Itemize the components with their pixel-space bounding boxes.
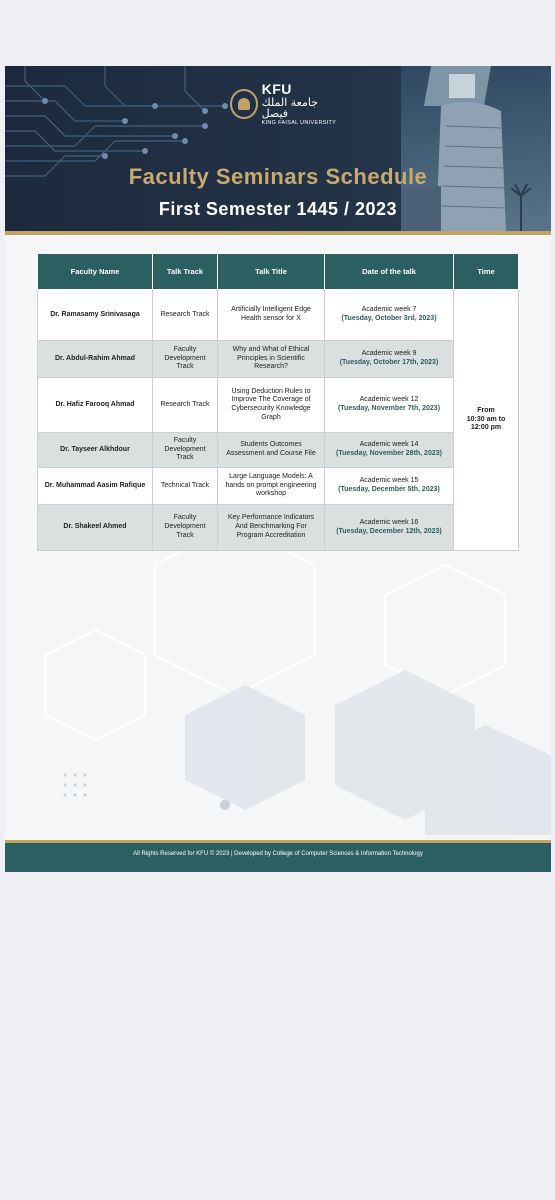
table-row xyxy=(38,378,519,433)
seminar-schedule-table xyxy=(37,253,519,551)
logo-arabic: جامعة الملك فيصل xyxy=(261,95,319,120)
academic-week: Academic week 15 xyxy=(359,477,419,485)
talk-day: (Tuesday, November 7th, 2023) xyxy=(337,405,441,412)
faculty-name: Dr. Hafiz Farooq Ahmad xyxy=(38,378,153,433)
academic-week: Academic week 16 xyxy=(359,518,419,526)
poster-title: Faculty Seminars Schedule xyxy=(128,164,428,189)
talk-time xyxy=(454,290,519,551)
talk-date xyxy=(325,468,454,505)
talk-day: (Tuesday, December 12th, 2023) xyxy=(336,527,442,535)
faculty-name: Dr. Muhammad Aasim Rafique xyxy=(38,468,153,505)
faculty-name: Dr. Tayseer Alkhdour xyxy=(38,433,153,468)
talk-date xyxy=(325,433,454,468)
table-row xyxy=(38,341,519,378)
talk-title: Artificially Intelligent Edge Health sensor for X xyxy=(218,290,325,341)
footer-gold-rule xyxy=(5,840,551,843)
academic-week: Academic week 14 xyxy=(359,441,419,449)
talk-track: Research Track xyxy=(153,378,218,433)
header-date: Date of the talk xyxy=(325,254,454,290)
kfu-emblem-icon xyxy=(230,89,258,119)
talk-title: Why and What of Ethical Principles in Scientific Research? xyxy=(218,341,325,378)
talk-title: Large Language Models: A hands on prompt engineering workshop xyxy=(218,468,325,505)
talk-date xyxy=(325,290,454,341)
table-header-row xyxy=(38,254,519,290)
faculty-name: Dr. Abdul-Rahim Ahmad xyxy=(38,341,153,378)
logo-kfu: KFU xyxy=(261,80,292,97)
time-range: 10:30 am to 12:00 pm xyxy=(466,415,506,432)
talk-track: Faculty Development Track xyxy=(153,433,218,468)
poster-subtitle: First Semester 1445 / 2023 xyxy=(158,199,398,219)
table-row xyxy=(38,433,519,468)
talk-title: Using Deduction Rules to Improve The Coverage of Cybersecurity Knowledge Graph xyxy=(218,378,325,433)
poster-header xyxy=(5,66,551,231)
header-talk-track: Talk Track xyxy=(153,254,218,290)
talk-title: Key Performance Indicators And Benchmarking For Program Accreditation xyxy=(218,505,325,551)
talk-date xyxy=(325,378,454,433)
talk-track: Faculty Development Track xyxy=(153,341,218,378)
talk-day: (Tuesday, December 5th, 2023) xyxy=(338,486,440,493)
kfu-logo xyxy=(230,80,340,126)
table-row xyxy=(38,505,519,551)
header-talk-title: Talk Title xyxy=(218,254,325,290)
faculty-name: Dr. Ramasamy Srinivasaga xyxy=(38,290,153,341)
poster-footer xyxy=(5,840,551,872)
academic-week: Academic week 7 xyxy=(361,306,417,314)
talk-day: (Tuesday, November 28th, 2023) xyxy=(336,450,442,457)
table-row xyxy=(38,290,519,341)
faculty-name: Dr. Shakeel Ahmed xyxy=(38,505,153,551)
logo-university: KING FAISAL UNIVERSITY xyxy=(261,119,337,126)
header-time: Time xyxy=(454,254,519,290)
footer-copyright: All Rights Reserved for KFU © 2023 | Developed by College of Computer Sciences & Information Technology xyxy=(133,851,423,857)
talk-day: (Tuesday, October 3rd, 2023) xyxy=(341,315,437,322)
talk-track: Faculty Development Track xyxy=(153,505,218,551)
talk-day: (Tuesday, October 17th, 2023) xyxy=(339,359,439,366)
table-row xyxy=(38,468,519,505)
talk-title: Students Outcomes Assessment and Course File xyxy=(218,433,325,468)
talk-date xyxy=(325,341,454,378)
academic-week: Academic week 12 xyxy=(359,396,419,404)
talk-track: Technical Track xyxy=(153,468,218,505)
time-from-label: From xyxy=(477,406,495,414)
talk-date xyxy=(325,505,454,551)
academic-week: Academic week 9 xyxy=(361,350,417,358)
talk-track: Research Track xyxy=(153,290,218,341)
seminar-poster xyxy=(5,66,551,872)
header-faculty-name: Faculty Name xyxy=(38,254,153,290)
